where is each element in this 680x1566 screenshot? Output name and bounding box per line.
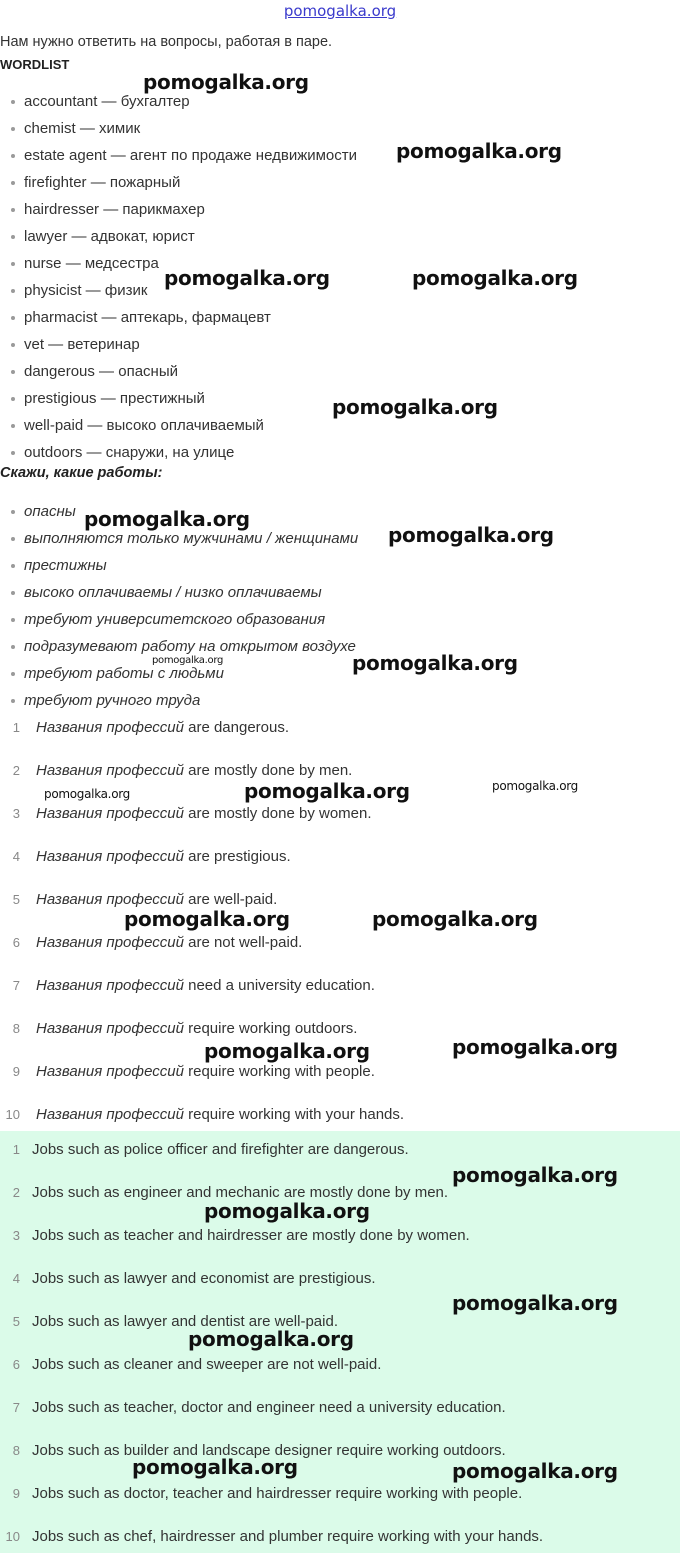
template-rest: are prestigious. <box>183 848 291 865</box>
bullet-dot <box>11 537 15 541</box>
wordlist-item <box>0 196 357 223</box>
task-item-text: требуют университетского образования <box>24 611 326 628</box>
row-number: 6 <box>12 1357 20 1372</box>
row-number: 10 <box>5 1107 20 1122</box>
row-number: 5 <box>12 892 20 907</box>
row-number: 5 <box>12 1314 20 1329</box>
template-text <box>36 1101 404 1128</box>
answer-text: Jobs such as chef, hairdresser and plumber require working with your hands. <box>32 1528 544 1545</box>
row-number: 10 <box>5 1529 20 1544</box>
wordlist-item-text: outdoors — снаружи, на улице <box>24 444 235 461</box>
watermark: pomogalka.org <box>204 1039 370 1063</box>
task-item-text: престижны <box>24 557 107 574</box>
answer-text: Jobs such as teacher and hairdresser are mostly done by women. <box>32 1227 470 1244</box>
answer-text: Jobs such as doctor, teacher and hairdresser require working with people. <box>32 1485 523 1502</box>
row-number: 7 <box>12 1400 20 1415</box>
wordlist-item <box>0 223 357 250</box>
task-item-text: требуют ручного труда <box>24 692 201 709</box>
answer-text: Jobs such as teacher, doctor and engineer need a university education. <box>32 1399 506 1416</box>
template-rest: require working with your hands. <box>183 1106 405 1123</box>
wordlist-item <box>0 304 357 331</box>
bullet-dot <box>11 262 15 266</box>
profession-placeholder: Названия профессий <box>36 891 184 908</box>
bullet-dot <box>11 181 15 185</box>
task-item <box>0 579 358 606</box>
template-text <box>36 929 302 956</box>
row-number: 1 <box>12 720 20 735</box>
row-number: 6 <box>12 935 20 950</box>
wordlist-item <box>0 331 357 358</box>
bullet-dot <box>11 127 15 131</box>
row-number: 2 <box>12 763 20 778</box>
profession-placeholder: Названия профессий <box>36 762 184 779</box>
answer-text: Jobs such as lawyer and economist are prestigious. <box>32 1270 376 1287</box>
intro-text: Нам нужно ответить на вопросы, работая в паре. <box>0 34 333 50</box>
bullet-dot <box>11 451 15 455</box>
bullet-dot <box>11 618 15 622</box>
watermark: pomogalka.org <box>388 523 554 547</box>
bullet-dot <box>11 510 15 514</box>
template-rest: require working outdoors. <box>183 1020 358 1037</box>
wordlist-item <box>0 358 357 385</box>
profession-placeholder: Названия профессий <box>36 848 184 865</box>
task-item-text: требуют работы с людьми <box>24 665 224 682</box>
row-number: 9 <box>12 1064 20 1079</box>
wordlist-item <box>0 169 357 196</box>
row-number: 1 <box>12 1142 20 1157</box>
bullet-dot <box>11 208 15 212</box>
wordlist-item-text: firefighter — пожарный <box>24 174 181 191</box>
wordlist-item <box>0 115 357 142</box>
answer-text: Jobs such as lawyer and dentist are well-paid. <box>32 1313 338 1330</box>
profession-placeholder: Названия профессий <box>36 1063 184 1080</box>
wordlist-item-text: lawyer — адвокат, юрист <box>24 228 195 245</box>
watermark: pomogalka.org <box>352 651 518 675</box>
profession-placeholder: Названия профессий <box>36 719 184 736</box>
row-number: 4 <box>12 849 20 864</box>
wordlist-item-text: accountant — бухгалтер <box>24 93 190 110</box>
task-item <box>0 687 358 714</box>
bullet-dot <box>11 370 15 374</box>
bullet-dot <box>11 154 15 158</box>
watermark: pomogalka.org <box>492 779 578 793</box>
wordlist-item-text: vet — ветеринар <box>24 336 140 353</box>
wordlist-heading: WORDLIST <box>0 57 70 72</box>
bullet-dot <box>11 564 15 568</box>
bullet-dot <box>11 424 15 428</box>
bullet-dot <box>11 289 15 293</box>
bullet-dot <box>11 645 15 649</box>
watermark: pomogalka.org <box>204 1199 370 1223</box>
wordlist-item <box>0 412 357 439</box>
bullet-dot <box>11 397 15 401</box>
profession-placeholder: Названия профессий <box>36 1106 184 1123</box>
watermark: pomogalka.org <box>143 70 309 94</box>
bullet-dot <box>11 699 15 703</box>
watermark: pomogalka.org <box>44 787 130 801</box>
watermark: pomogalka.org <box>452 1163 618 1187</box>
watermark: pomogalka.org <box>332 395 498 419</box>
watermark: pomogalka.org <box>244 779 410 803</box>
row-number: 2 <box>12 1185 20 1200</box>
watermark: pomogalka.org <box>452 1035 618 1059</box>
template-text <box>36 972 375 999</box>
profession-placeholder: Названия профессий <box>36 977 184 994</box>
watermark: pomogalka.org <box>452 1291 618 1315</box>
wordlist-item-text: prestigious — престижный <box>24 390 205 407</box>
wordlist-item-text: dangerous — опасный <box>24 363 178 380</box>
watermark: pomogalka.org <box>412 266 578 290</box>
template-rest: are well-paid. <box>183 891 278 908</box>
wordlist-item-text: nurse — медсестра <box>24 255 159 272</box>
task-item-text: высоко оплачиваемы / низко оплачиваемы <box>24 584 322 601</box>
template-rest: are dangerous. <box>183 719 290 736</box>
answer-text: Jobs such as police officer and firefighter are dangerous. <box>32 1141 409 1158</box>
template-text <box>36 843 291 870</box>
wordlist-item <box>0 385 357 412</box>
watermark: pomogalka.org <box>452 1459 618 1483</box>
row-number: 7 <box>12 978 20 993</box>
answer-text: Jobs such as engineer and mechanic are mostly done by men. <box>32 1184 449 1201</box>
watermark: pomogalka.org <box>124 907 290 931</box>
site-link[interactable]: pomogalka.org <box>283 2 397 20</box>
watermark: pomogalka.org <box>396 139 562 163</box>
bullet-dot <box>11 343 15 347</box>
wordlist-item-text: well-paid — высоко оплачиваемый <box>24 417 264 434</box>
template-text <box>36 1015 357 1042</box>
row-number: 3 <box>12 806 20 821</box>
row-number: 3 <box>12 1228 20 1243</box>
bullet-dot <box>11 316 15 320</box>
wordlist-item-text: chemist — химик <box>24 120 141 137</box>
template-rest: need a university education. <box>183 977 375 994</box>
row-number: 4 <box>12 1271 20 1286</box>
template-rest: are mostly done by women. <box>183 805 372 822</box>
row-number: 8 <box>12 1443 20 1458</box>
task-item <box>0 552 358 579</box>
wordlist-item <box>0 439 357 466</box>
profession-placeholder: Названия профессий <box>36 1020 184 1037</box>
task-item <box>0 606 358 633</box>
template-rest: are mostly done by men. <box>183 762 353 779</box>
bullet-dot <box>11 235 15 239</box>
task-item-text: выполняются только мужчинами / женщинами <box>24 530 359 547</box>
template-text <box>36 714 289 741</box>
template-rest: are not well-paid. <box>183 934 303 951</box>
template-text <box>36 800 372 827</box>
watermark: pomogalka.org <box>84 507 250 531</box>
watermark: pomogalka.org <box>132 1455 298 1479</box>
task-item-text: опасны <box>24 503 76 520</box>
watermark: pomogalka.org <box>152 655 224 666</box>
task-item-text: подразумевают работу на открытом воздухе <box>24 638 356 655</box>
wordlist-item-text: pharmacist — аптекарь, фармацевт <box>24 309 271 326</box>
row-number: 8 <box>12 1021 20 1036</box>
bullet-dot <box>11 672 15 676</box>
answer-text: Jobs such as builder and landscape designer require working outdoors. <box>32 1442 506 1459</box>
profession-placeholder: Названия профессий <box>36 934 184 951</box>
template-rest: require working with people. <box>183 1063 375 1080</box>
wordlist-item-text: estate agent — агент по продаже недвижимости <box>24 147 358 164</box>
bullet-dot <box>11 591 15 595</box>
wordlist-item-text: hairdresser — парикмахер <box>24 201 205 218</box>
wordlist-item-text: physicist — физик <box>24 282 148 299</box>
profession-placeholder: Названия профессий <box>36 805 184 822</box>
bullet-dot <box>11 100 15 104</box>
wordlist-item <box>0 142 357 169</box>
watermark: pomogalka.org <box>164 266 330 290</box>
answer-text: Jobs such as cleaner and sweeper are not well-paid. <box>32 1356 382 1373</box>
watermark: pomogalka.org <box>372 907 538 931</box>
tasks-heading: Скажи, какие работы: <box>0 465 163 481</box>
row-number: 9 <box>12 1486 20 1501</box>
watermark: pomogalka.org <box>188 1327 354 1351</box>
